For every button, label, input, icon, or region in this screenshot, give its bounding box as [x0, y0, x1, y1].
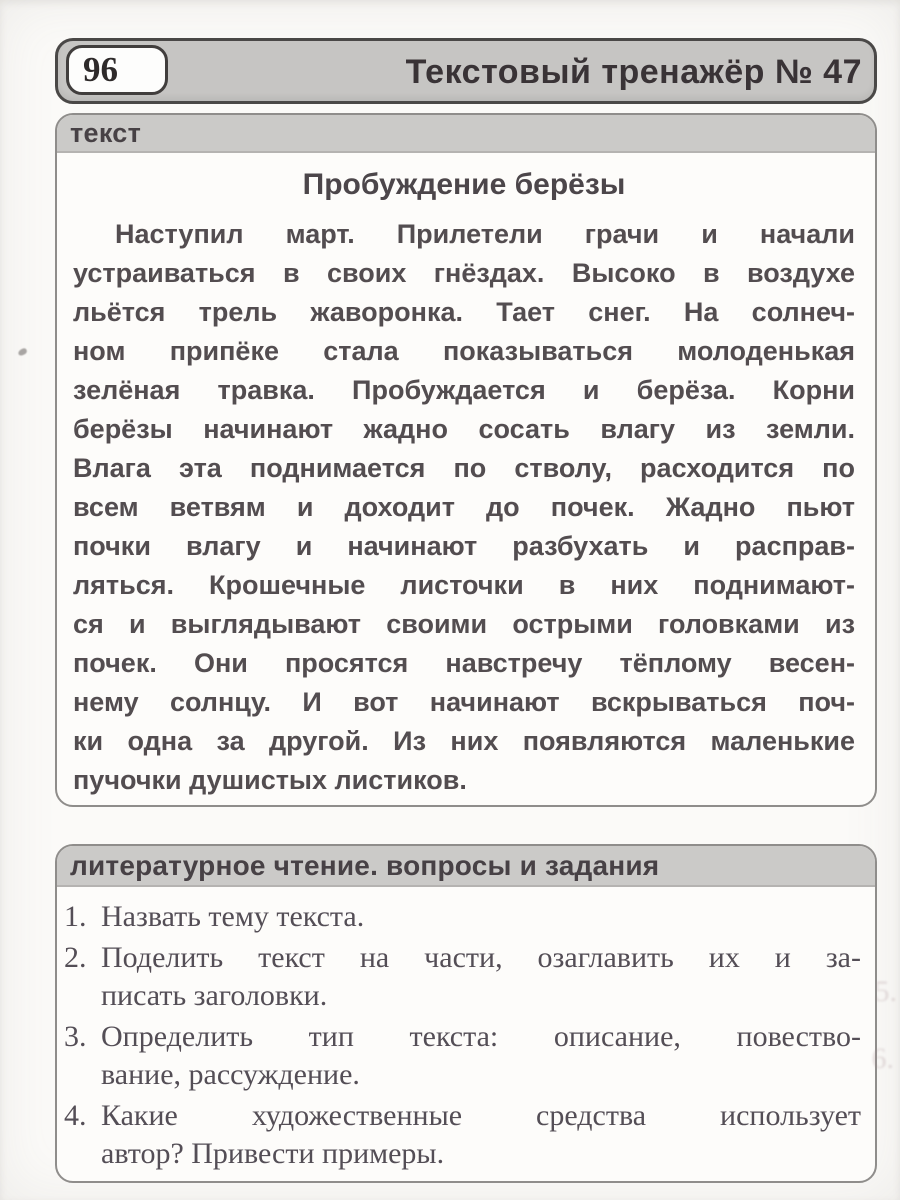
- question-item: [64, 1018, 861, 1094]
- story-line: берёзы начинают жадно сосать влагу из земли.: [73, 414, 855, 444]
- question-line: Назвать тему текста.: [101, 900, 365, 933]
- story-title: Пробуждение берёзы: [302, 168, 626, 201]
- scan-speck: [17, 347, 28, 356]
- questions-panel: [55, 844, 877, 1183]
- story-line: льётся трель жаворонка. Тает снег. На солнеч-: [73, 297, 855, 327]
- page-column: [55, 38, 877, 1183]
- question-line: автор? Привести примеры.: [101, 1137, 445, 1170]
- question-number: 4.: [64, 1099, 87, 1132]
- story-line: ном припёке стала показываться молоденькая: [73, 336, 855, 366]
- bleed-through-mark: 5.: [874, 975, 897, 1008]
- question-number: 1.: [64, 900, 87, 933]
- story-line: устраиваться в своих гнёздах. Высоко в воздухе: [73, 258, 855, 288]
- question-line: Какие художественные средства использует: [101, 1099, 861, 1132]
- question-line: Поделить текст на части, озаглавить их и за-: [101, 941, 861, 974]
- story-body: [57, 153, 875, 807]
- question-text: [101, 1097, 861, 1173]
- questions-list: [57, 887, 875, 1183]
- question-number: 2.: [64, 941, 87, 974]
- story-line: Влага эта поднимается по стволу, расходится по: [73, 453, 855, 483]
- question-item: [64, 939, 861, 1015]
- header-banner: [55, 38, 877, 104]
- question-item: [64, 1097, 861, 1173]
- text-panel-label: текст: [57, 115, 875, 153]
- story-line: ляться. Крошечные листочки в них поднимают-: [73, 570, 855, 600]
- story-line: почек. Они просятся навстречу тёплому весен-: [73, 648, 855, 678]
- story-line: ки одна за другой. Из них появляются маленькие: [73, 726, 855, 756]
- questions-panel-label: литературное чтение. вопросы и задания: [57, 846, 875, 887]
- question-item: [64, 898, 861, 936]
- story-line: Наступил март. Прилетели грачи и начали: [115, 219, 855, 249]
- story-line: всем ветвям и доходит до почек. Жадно пьют: [73, 492, 855, 522]
- story-line: нему солнцу. И вот начинают вскрываться поч-: [73, 687, 855, 717]
- question-text: [101, 898, 861, 936]
- story-line: почки влагу и начинают разбухать и расправ-: [73, 531, 855, 561]
- story-line: ся и выглядывают своими острыми головками из: [73, 609, 855, 639]
- bleed-through-mark: 6.: [871, 1042, 894, 1075]
- story-line: зелёная травка. Пробуждается и берёза. Корни: [73, 375, 855, 405]
- page-number-badge: 96: [66, 45, 168, 95]
- question-text: [101, 1018, 861, 1094]
- question-text: [101, 939, 861, 1015]
- question-line: писать заголовки.: [101, 979, 328, 1012]
- page-title: Текстовый тренажёр № 47: [405, 53, 862, 91]
- story-lines: [73, 215, 855, 800]
- text-panel: [55, 113, 877, 807]
- question-line: Определить тип текста: описание, повество-: [101, 1020, 861, 1053]
- question-line: вание, рассуждение.: [101, 1058, 360, 1091]
- question-number: 3.: [64, 1020, 87, 1053]
- story-line: пучочки душистых листиков.: [73, 765, 467, 795]
